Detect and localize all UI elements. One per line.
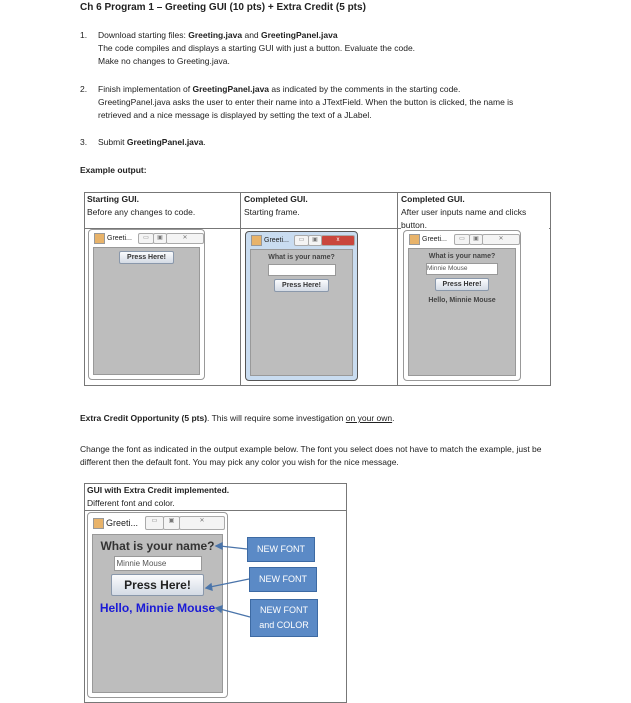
text: retrieved and a nice message is displayed by setting the text of a JLabel. [98, 110, 372, 120]
maximize-icon[interactable]: ▣ [308, 235, 322, 246]
text: GreetingPanel.java asks the user to enter their name into a JTextField. When the button is clicked, the name is [98, 97, 514, 107]
page-title: Ch 6 Program 1 – Greeting GUI (10 pts) + Extra Credit (5 pts) [80, 2, 366, 13]
press-here-button[interactable]: Press Here! [274, 279, 329, 292]
maximize-icon[interactable]: ▣ [153, 233, 167, 244]
box-title: GUI with Extra Credit implemented. [87, 485, 230, 495]
column-title: Completed GUI. [244, 194, 308, 204]
column-desc: After user inputs name and clicks button. [401, 207, 527, 230]
text: Submit [98, 137, 127, 147]
minimize-icon[interactable]: ▭ [145, 516, 164, 530]
text: Make no changes to Greeting.java. [98, 56, 230, 66]
arrow [220, 546, 247, 549]
step-number: 2. [80, 84, 88, 94]
greeting-message: Hello, Minnie Mouse [99, 601, 216, 615]
greeting-message: Hello, Minnie Mouse [428, 297, 496, 304]
window-title: Greeti... [106, 518, 139, 528]
press-here-button[interactable]: Press Here! [119, 251, 174, 264]
close-icon[interactable]: ✕ [179, 516, 225, 530]
arrow [210, 579, 249, 587]
text: Change the font as indicated in the output example below. The font you select does not have to match the example, just be [80, 444, 542, 454]
close-icon[interactable]: x [321, 235, 355, 246]
step-number: 1. [80, 30, 88, 40]
arrowhead [216, 606, 222, 612]
text: Finish implementation of [98, 84, 193, 94]
emphasis: on your own [345, 413, 393, 423]
arrowhead [206, 584, 212, 590]
name-field[interactable]: Minnie Mouse [114, 556, 202, 571]
text: different then the default font. You may pick any color you wish for the nice message. [80, 457, 399, 467]
column-title: Starting GUI. [87, 194, 139, 204]
question-label: What is your name? [428, 253, 496, 260]
close-icon[interactable]: ✕ [482, 234, 520, 245]
maximize-icon[interactable]: ▣ [163, 516, 180, 530]
text: . This will require some investigation [207, 413, 346, 423]
box-desc: Different font and color. [87, 498, 175, 508]
example-heading: Example output: [80, 165, 147, 175]
minimize-icon[interactable]: ▭ [294, 235, 309, 246]
step-number: 3. [80, 137, 88, 147]
text: Download starting files: [98, 30, 189, 40]
callout-new-font: NEW FONT [247, 537, 315, 562]
window-title: Greeti... [422, 236, 447, 243]
filename: GreetingPanel.java [192, 84, 270, 94]
arrowhead [216, 543, 222, 549]
column-title: Completed GUI. [401, 194, 465, 204]
extra-heading: Extra Credit Opportunity (5 pts) [80, 413, 208, 423]
window-title: Greeti... [264, 237, 289, 244]
filename: GreetingPanel.java [126, 137, 204, 147]
text: . [392, 413, 395, 423]
callout-new-font-color: NEW FONT and COLOR [250, 599, 318, 637]
column-desc: Starting frame. [244, 207, 300, 217]
window-title: Greeti... [107, 235, 132, 242]
press-here-button[interactable]: Press Here! [111, 574, 204, 596]
press-here-button[interactable]: Press Here! [435, 278, 490, 291]
minimize-icon[interactable]: ▭ [138, 233, 154, 244]
maximize-icon[interactable]: ▣ [469, 234, 483, 245]
text: The code compiles and displays a starting GUI with just a button. Evaluate the code. [98, 43, 416, 53]
question-label: What is your name? [100, 539, 215, 553]
name-field[interactable]: Minnie Mouse [426, 263, 498, 275]
callout-new-font: NEW FONT [249, 567, 317, 592]
question-label: What is your name? [268, 254, 335, 261]
column-desc: Before any changes to code. [87, 207, 196, 217]
arrow [220, 609, 250, 617]
filename: Greeting.java [188, 30, 243, 40]
text: and [242, 30, 262, 40]
minimize-icon[interactable]: ▭ [454, 234, 470, 245]
filename: GreetingPanel.java [261, 30, 338, 40]
close-icon[interactable]: ✕ [166, 233, 204, 244]
text: as indicated by the comments in the starting code. [269, 84, 461, 94]
text: . [203, 137, 206, 147]
